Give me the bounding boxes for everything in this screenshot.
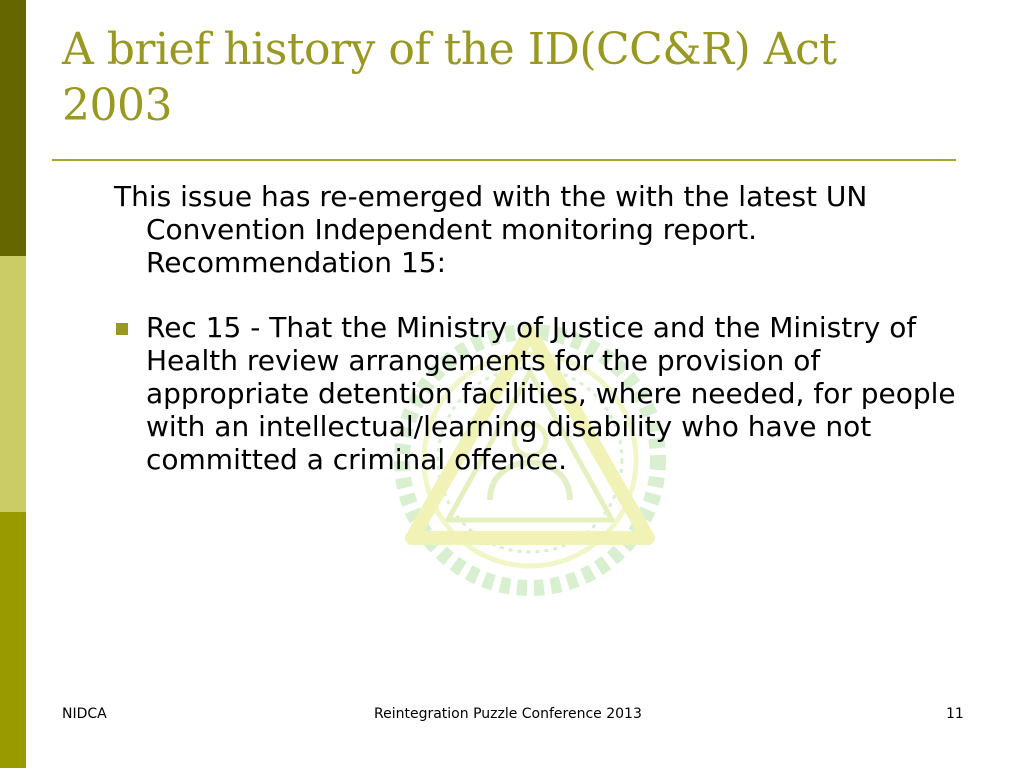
footer-organization: NIDCA <box>62 706 107 722</box>
sidebar-stripe <box>0 0 26 768</box>
square-bullet-icon <box>116 323 128 335</box>
intro-paragraph: This issue has re-emerged with the with the latest UN Convention Independent monitoring report. Recommendation 15: <box>114 180 868 279</box>
bullet-text: Rec 15 - That the Ministry of Justice and the Ministry of Health review arrangements for the provision of appropriate detention facilities, where needed, for people with an intellectual/learning disability who have not committed a criminal offence. <box>146 311 956 476</box>
footer-page-number: 11 <box>946 706 964 722</box>
slide-title: A brief history of the ID(CC&R) Act 2003 <box>62 24 837 131</box>
sidebar-segment-light <box>0 256 26 512</box>
bullet-item <box>114 311 974 476</box>
sidebar-segment-dark <box>0 0 26 256</box>
title-divider <box>52 159 956 161</box>
sidebar-segment-mid <box>0 512 26 768</box>
slide-body <box>114 180 974 476</box>
footer-event: Reintegration Puzzle Conference 2013 <box>374 706 642 722</box>
